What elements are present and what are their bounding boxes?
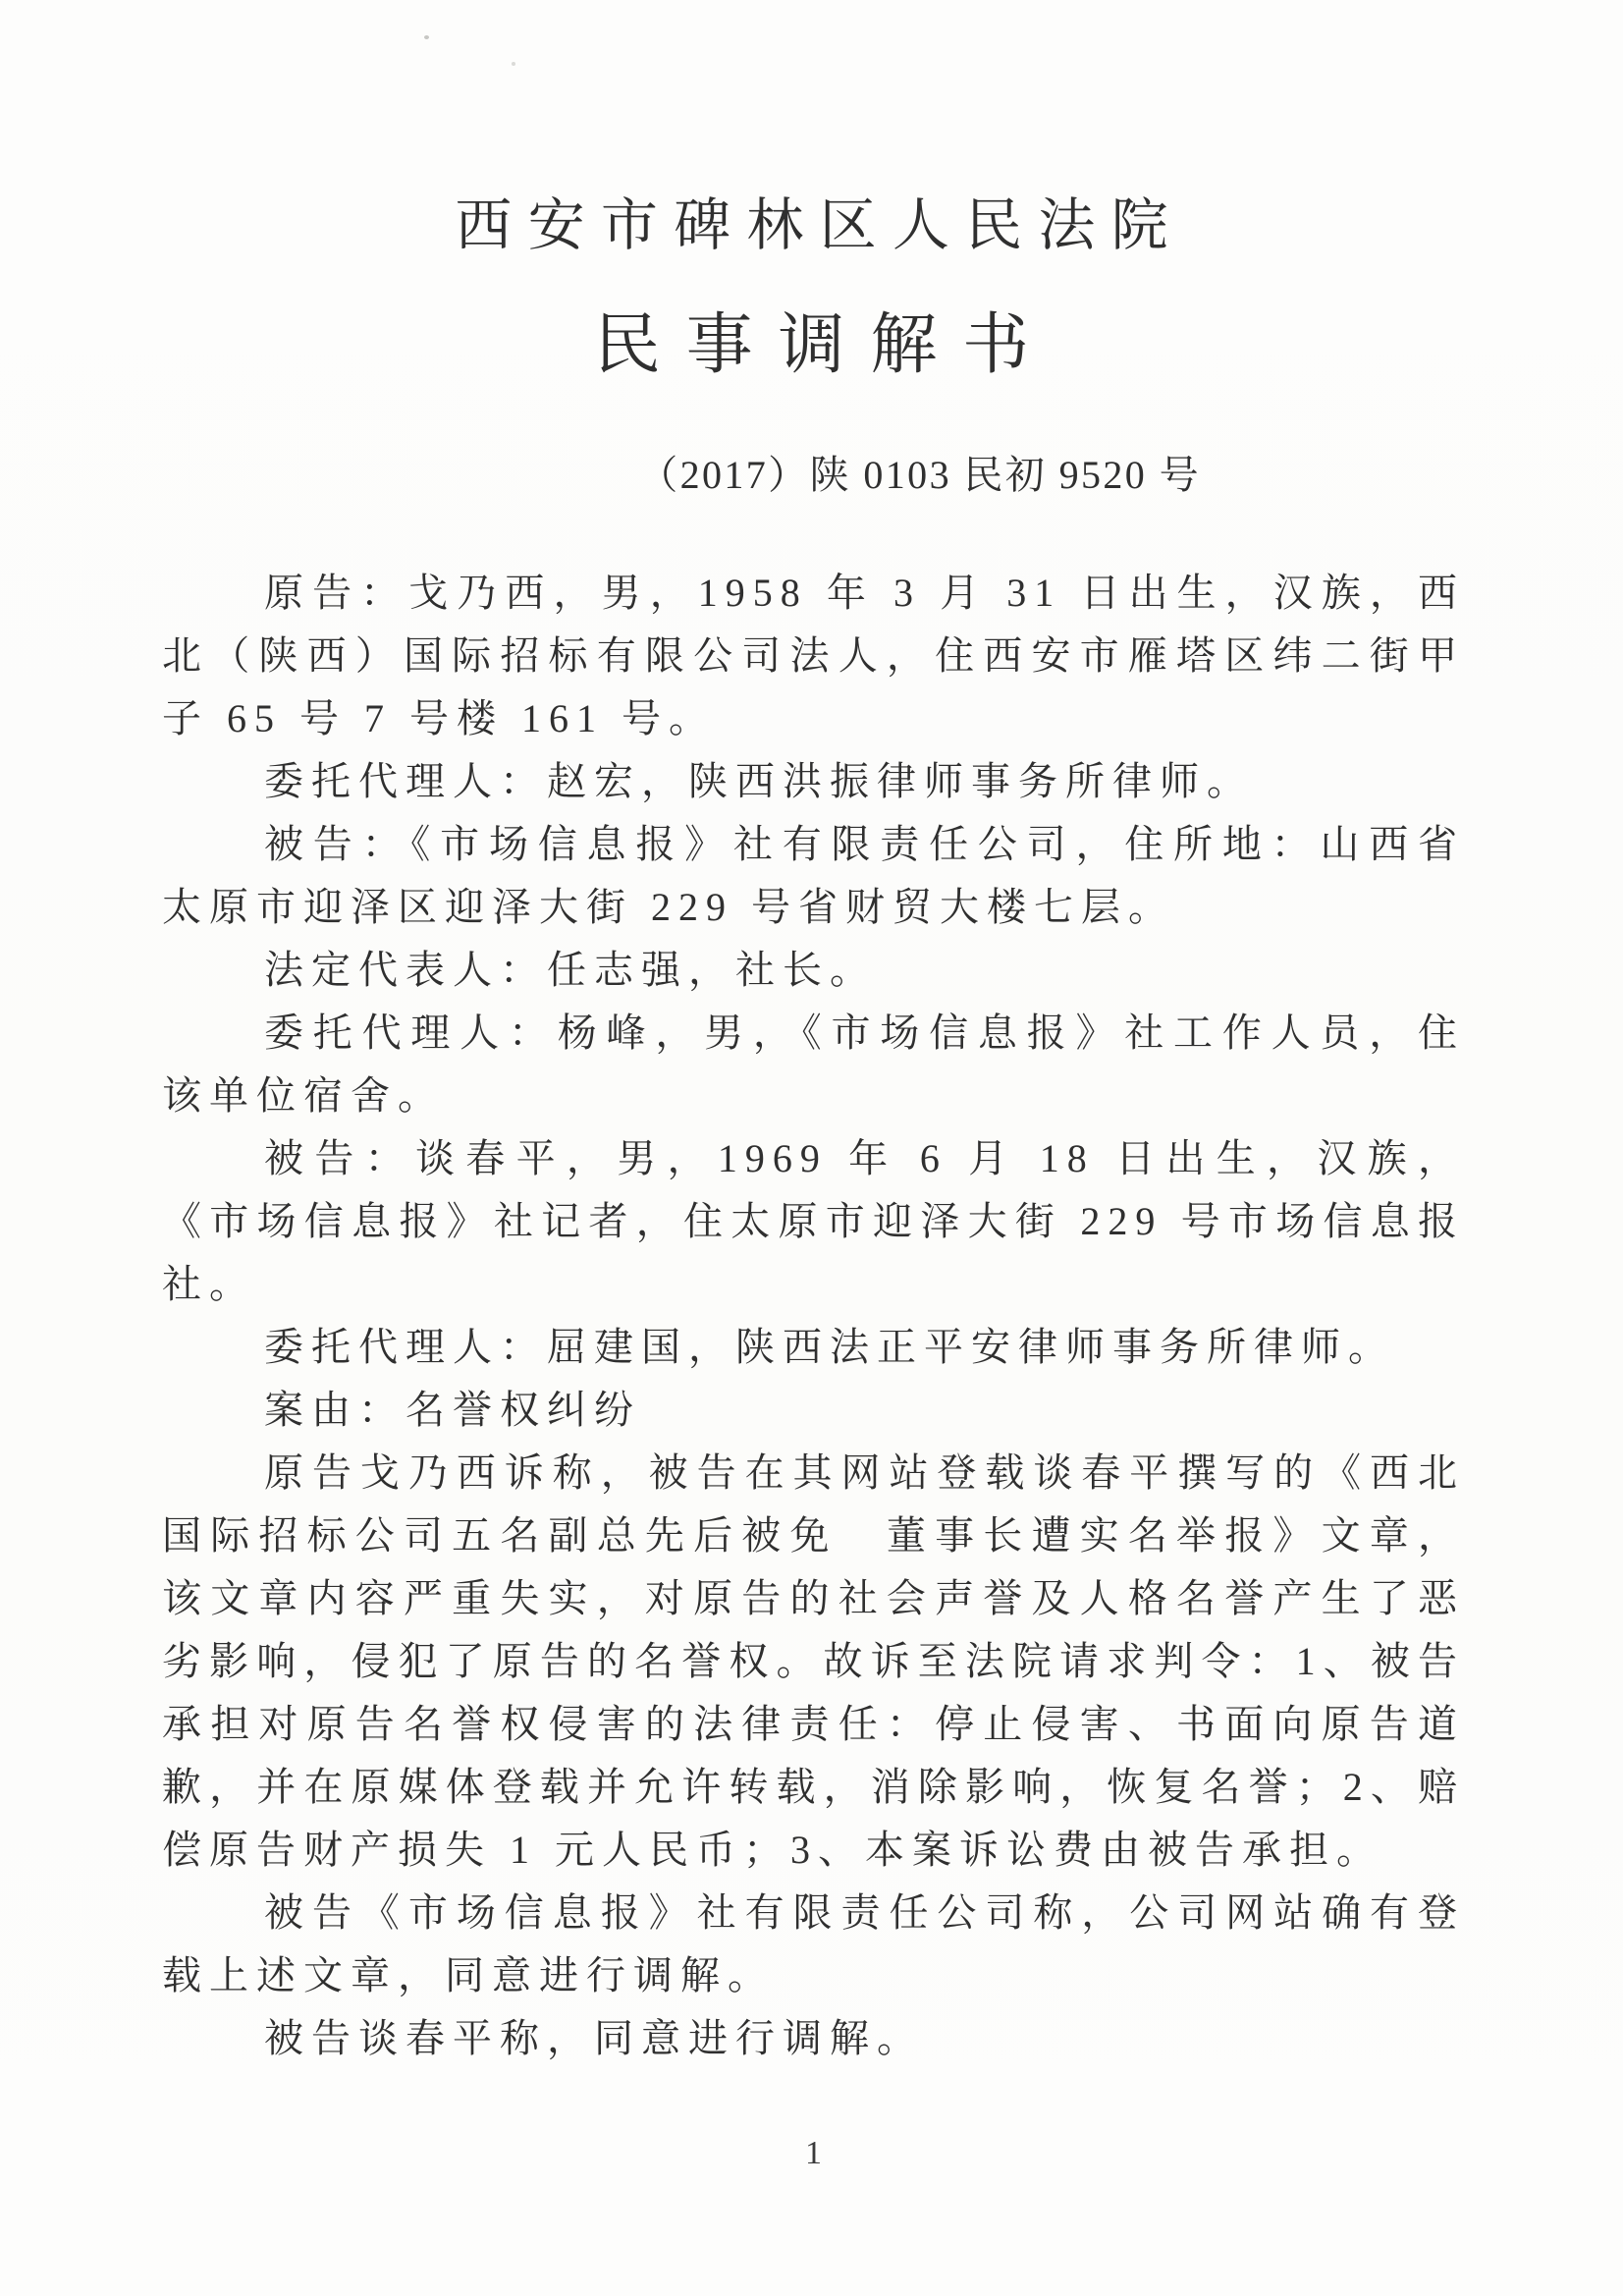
body-paragraph-defendant2-agent: 委托代理人：屈建国，陕西法正平安律师事务所律师。 [264, 1324, 1395, 1369]
body-paragraph-plaintiff-claim: 原告戈乃西诉称，被告在其网站登载谈春平撰写的《西北国际招标公司五名副总先后被免 董事长遭实名举报》文章，该文章内容严重失实，对原告的社会声誉及人格名誉产生了恶劣影响，侵犯了原告的名誉权。故诉至法院请求判令：1、被告承担对原告名誉权侵害的法律责任：停止侵害、书面向原告道歉，并在原媒体登载并允许转载，消除影响，恢复名誉；2、赔偿原告财产损失 1 元人民币；3、本案诉讼费由被告承担。 [162, 1449, 1465, 1872]
body-paragraph-defendant1-agent: 委托代理人：杨峰，男，《市场信息报》社工作人员，住该单位宿舍。 [162, 1010, 1465, 1118]
body-paragraph-cause-of-action: 案由：名誉权纠纷 [264, 1387, 641, 1432]
case-number: （2017）陕 0103 民初 9520 号 [638, 452, 1201, 497]
body-paragraph-plaintiff: 原告：戈乃西，男，1958 年 3 月 31 日出生，汉族，西北（陕西）国际招标有限公司法人，住西安市雁塔区纬二街甲子 65 号 7 号楼 161 号。 [162, 570, 1465, 740]
page-number: 1 [805, 2135, 822, 2171]
document-body [162, 562, 1465, 2070]
document-type-title: 民事调解书 [593, 306, 1055, 382]
body-paragraph-defendant1-reply: 被告《市场信息报》社有限责任公司称，公司网站确有登载上述文章，同意进行调解。 [162, 1889, 1465, 1997]
body-paragraph-legal-rep: 法定代表人：任志强，社长。 [264, 947, 877, 992]
court-name-title: 西安市碑林区人民法院 [455, 193, 1184, 257]
body-paragraph-defendant-2: 被告：谈春平，男，1969 年 6 月 18 日出生，汉族，《市场信息报》社记者，住太原市迎泽大街 229 号市场信息报社。 [162, 1135, 1465, 1306]
body-paragraph-defendant-1: 被告：《市场信息报》社有限责任公司，住所地：山西省太原市迎泽区迎泽大街 229 号省财贸大楼七层。 [162, 821, 1465, 929]
body-paragraph-defendant2-reply: 被告谈春平称，同意进行调解。 [264, 2015, 924, 2060]
body-paragraph-plaintiff-agent: 委托代理人：赵宏，陕西洪振律师事务所律师。 [264, 758, 1254, 803]
scan-speck [424, 35, 429, 39]
scan-speck [512, 62, 515, 66]
